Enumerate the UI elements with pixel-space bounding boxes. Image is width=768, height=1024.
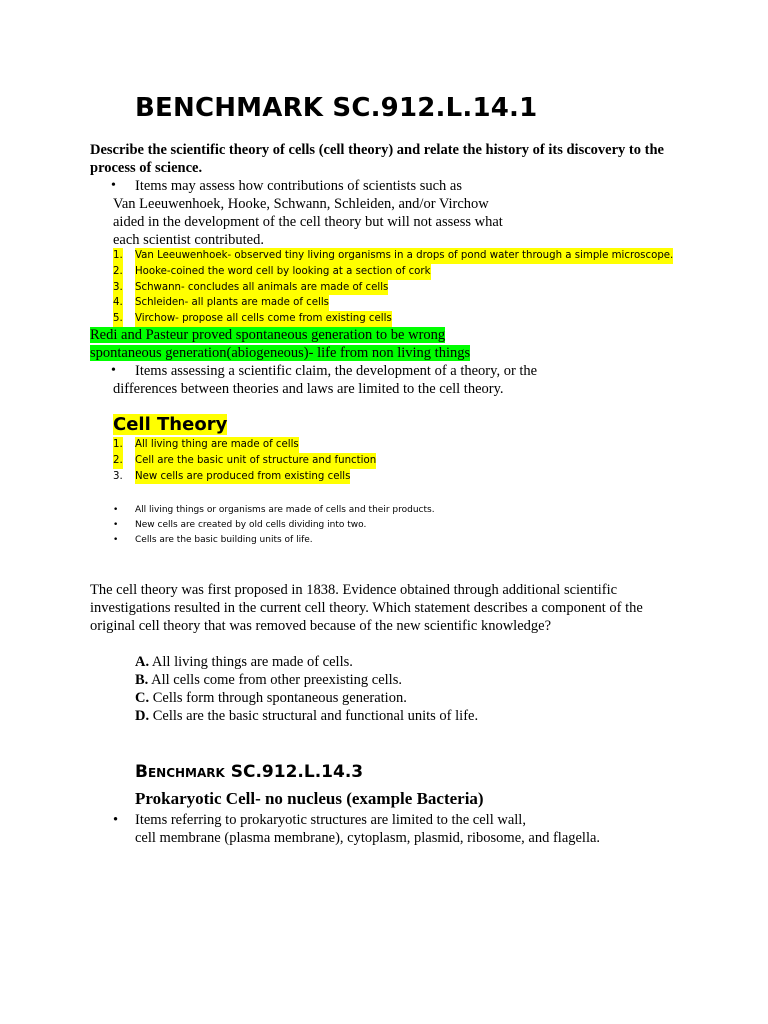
list-number: 2. [113, 264, 123, 280]
bullet-line: Items assessing a scientific claim, the development of a theory, or the [135, 363, 538, 379]
list-number: 3. [113, 470, 123, 482]
list-number: 5. [113, 311, 123, 327]
answer-text: All cells come from other preexisting cells. [148, 672, 402, 688]
list-text: Virchow- propose all cells come from existing cells [135, 311, 392, 327]
bullet-line: cell membrane (plasma membrane), cytoplasm, plasmid, ribosome, and flagella. [135, 830, 601, 846]
bullet-line: each scientist contributed. [113, 232, 264, 248]
list-text: Schwann- concludes all animals are made of cells [135, 280, 388, 296]
answer-option [135, 671, 478, 689]
benchmark-word: Benchmark [135, 762, 225, 782]
bullet-line: Van Leeuwenhoek, Hooke, Schwann, Schleiden, and/or Virchow [113, 196, 489, 212]
answer-text: Cells are the basic structural and functional units of life. [149, 708, 479, 724]
list-text: All living thing are made of cells [135, 437, 299, 453]
list-text: Schleiden- all plants are made of cells [135, 295, 329, 311]
green-note-text: spontaneous generation(abiogeneous)- life from non living things [90, 345, 471, 361]
bullet-dot: • [111, 363, 116, 378]
answer-letter: D. [135, 708, 150, 724]
benchmark-description: Describe the scientific theory of cells (cell theory) and relate the history of its discovery to the process of science. [90, 142, 664, 176]
list-number: 3. [113, 280, 123, 296]
list-number: 4. [113, 295, 123, 311]
answer-text: Cells form through spontaneous generation. [149, 690, 407, 706]
green-note-text: Redi and Pasteur proved spontaneous generation to be wrong [90, 327, 446, 343]
answer-option [135, 653, 478, 671]
bullet-dot: • [113, 519, 119, 530]
answer-letter: B. [135, 672, 149, 688]
bullet-dot: • [111, 178, 116, 193]
list-text: Cells are the basic building units of life. [135, 534, 313, 545]
cell-theory-title: Cell Theory [113, 414, 228, 435]
bullet-dot: • [113, 505, 119, 515]
green-note [90, 326, 445, 344]
list-number: 1. [113, 437, 123, 453]
list-number: 2. [113, 453, 123, 469]
question-text: The cell theory was first proposed in 1838. Evidence obtained through additional scientific investigations resulted in the current cell theory. Which statement describes a component of the original cell theory that was removed because of the new scientific knowledge? [90, 582, 643, 634]
bullet-line: Items may assess how contributions of scientists such as [135, 178, 463, 194]
bullet-line: differences between theories and laws are limited to the cell theory. [113, 381, 504, 397]
list-text: Cell are the basic unit of structure and function [135, 453, 376, 469]
benchmark-heading-2 [135, 761, 363, 783]
list-text: Hooke-coined the word cell by looking at a section of cork [135, 264, 431, 280]
bullet-line: aided in the development of the cell theory but will not assess what [113, 214, 503, 230]
list-text: All living things or organisms are made of cells and their products. [135, 505, 435, 515]
list-text: Van Leeuwenhoek- observed tiny living organisms in a drops of pond water through a simple microscope. [135, 248, 673, 264]
bullet-dot: • [113, 812, 119, 828]
prokaryotic-title: Prokaryotic Cell- no nucleus (example Bacteria) [135, 789, 484, 808]
answer-option [135, 689, 478, 707]
cell-theory-heading [113, 414, 227, 436]
answer-letter: A. [135, 654, 150, 670]
answer-text: All living things are made of cells. [149, 654, 353, 670]
list-number: 1. [113, 248, 123, 264]
benchmark-heading: BENCHMARK SC.912.L.14.1 [135, 93, 538, 123]
bullet-dot: • [113, 534, 119, 545]
green-note [90, 344, 470, 362]
answer-choices [135, 653, 478, 725]
bullet-scientists [113, 177, 503, 249]
answer-letter: C. [135, 690, 150, 706]
answer-option [135, 707, 478, 725]
benchmark-code: SC.912.L.14.3 [224, 762, 364, 782]
list-text: New cells are produced from existing cells [135, 469, 350, 485]
bullet-line: Items referring to prokaryotic structures are limited to the cell wall, [135, 812, 526, 828]
list-text: New cells are created by old cells dividing into two. [135, 519, 367, 530]
bullet-scientific-claim [113, 362, 537, 398]
